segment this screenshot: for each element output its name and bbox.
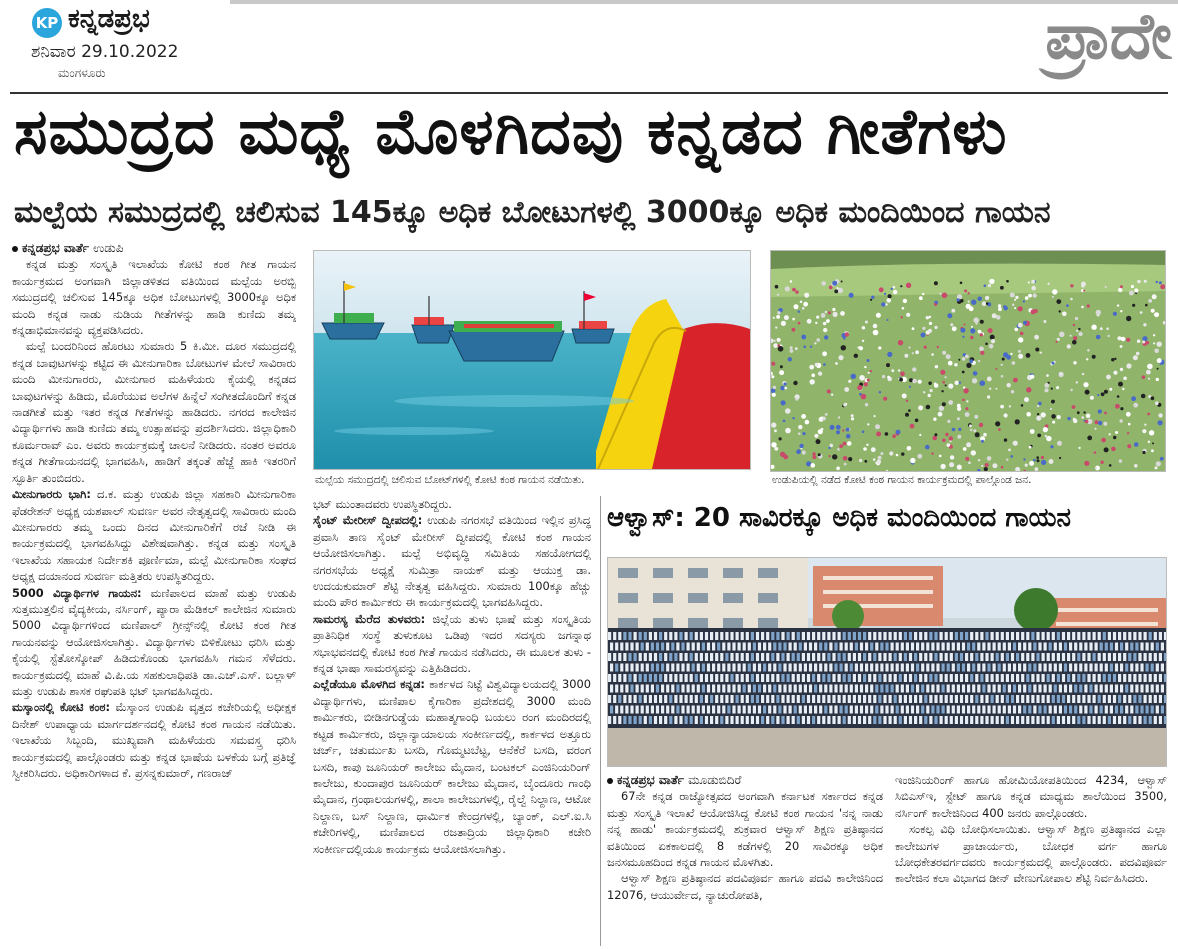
photo-field-caption: ಉಡುಪಿಯಲ್ಲಿ ನಡೆದ ಕೋಟಿ ಕಂಠ ಗಾಯನ ಕಾರ್ಯಕ್ರಮದಲ್ಲಿ ಪಾಲ್ಗೊಂಡ ಜನ. — [772, 474, 1032, 486]
column-divider — [600, 496, 601, 946]
paragraph: 67ನೇ ಕನ್ನಡ ರಾಜ್ಯೋತ್ಸವದ ಅಂಗವಾಗಿ ಕರ್ನಾಟಕ ಸರ್ಕಾರದ ಕನ್ನಡ ಮತ್ತು ಸಂಸ್ಕೃತಿ ಇಲಾಖೆ ಆಯೋಜಿಸಿದ್ದ ಕೋಟಿ ಕಂಠ ಗಾಯನ 'ನನ್ನ ನಾಡು ನನ್ನ ಹಾಡು' ಕಾರ್ಯಕ್ರಮದಲ್ಲಿ ಶುಕ್ರವಾರ ಆಳ್ವಾಸ್ ಶಿಕ್ಷಣ ಪ್ರತಿಷ್ಠಾನದ ವತಿಯಿಂದ ಏಕಕಾಲದಲ್ಲಿ 8 ಕಡೆಗಳಲ್ಲಿ 20 ಸಾವಿರಕ್ಕೂ ಅಧಿಕ ಜನಸಮೂಹದಿಂದ ಕನ್ನಡ ಗಾಯನ ಮೊಳಗಿತು. — [607, 789, 883, 870]
boats-image — [314, 251, 750, 469]
section-lead: 5000 ವಿದ್ಯಾರ್ಥಿಗಳ ಗಾಯನ: — [12, 585, 142, 600]
photo-boats — [313, 250, 751, 470]
main-headline: ಸಮುದ್ರದ ಮಧ್ಯೆ ಮೊಳಗಿದವು ಕನ್ನಡದ ಗೀತೆಗಳು — [14, 95, 1008, 168]
section-paragraph — [313, 512, 591, 610]
section-text: ಭಟ್ ಮುಂತಾದವರು ಉಪಸ್ಥಿತರಿದ್ದರು. — [313, 497, 452, 511]
section-text: ಕಾರ್ಕಳದ ನಿಟ್ಟೆ ವಿಶ್ವವಿದ್ಯಾಲಯದಲ್ಲಿ 3000 ವಿದ್ಯಾರ್ಥಿಗಳು, ಮಣಿಪಾಲ ಕೈಗಾರಿಕಾ ಪ್ರದೇಶದಲ್ಲಿ 3000 ಮಂದಿ ಕಾರ್ಮಿಕರು, ಬೀಡಿನಗುಡ್ಡೆಯ ಮಹಾತ್ಮಗಾಂಧಿ ಬಯಲು ರಂಗ ಮಂದಿರದಲ್ಲಿ ಕಟ್ಟಡ ಕಾರ್ಮಿಕರು, ಜಿಲ್ಲಾನ್ಯಾಯಾಲಯ ಸಂಕೀರ್ಣದಲ್ಲಿ, ಕಾರ್ಕಳದ ಅತ್ತೂರು ಚರ್ಚ್, ಚತುರ್ಮುಖ ಬಸದಿ, ಗೊಮ್ಮಟಬೆಟ್ಟ, ಆನೆಕೆರೆ ಬಸದಿ, ವರಂಗ ಬಸದಿ, ಕಾಪು ಜೂನಿಯರ್ ಕಾಲೇಜು ಮೈದಾನ, ಬಂಟಕಲ್ ಎಂಜಿನಿಯರಿಂಗ್ ಕಾಲೇಜು, ಕುಂದಾಪುರ ಜೂನಿಯರ್ ಕಾಲೇಜು ಮೈದಾನ, ಬೈಂದೂರು ಗಾಂಧಿ ಮೈದಾನ, ಗ್ರಂಥಾಲಯಗಳಲ್ಲಿ, ಶಾಲಾ ಕಾಲೇಜುಗಳಲ್ಲಿ, ರೈಲ್ವೆ ನಿಲ್ದಾಣ, ಆಟೋ ನಿಲ್ದಾಣ, ಬಸ್ ನಿಲ್ದಾಣ, ಧಾರ್ಮಿಕ ಕೇಂದ್ರಗಳಲ್ಲಿ, ಬ್ಯಾಂಕ್, ಎಲ್.ಐ.ಸಿ ಕಚೇರಿಗಳಲ್ಲಿ, ಮಣಿಪಾಲದ ರಜತಾದ್ರಿಯ ಜಿಲ್ಲಾಧಿಕಾರಿ ಕಚೇರಿ ಸಂಕೀರ್ಣದಲ್ಲಿಯೂ ಕಾರ್ಯಕ್ರಮ ಆಯೋಜಿಸಲಾಗಿತ್ತು. — [313, 677, 591, 856]
byline — [12, 240, 296, 256]
section-lead: ಸಾಮರಸ್ಯ ಮೆರೆದ ತುಳವರು: — [313, 611, 426, 626]
photo-boats-caption: ಮಲ್ಪೆಯ ಸಮುದ್ರದಲ್ಲಿ ಚಲಿಸುವ ಬೋಟ್‌ಗಳಲ್ಲಿ ಕೋಟಿ ಕಂಠ ಗಾಯನ ನಡೆಯಿತು. — [315, 474, 585, 486]
byline-place: ಮೂಡುಬಿದಿರೆ — [688, 773, 742, 787]
edition-date: ಶನಿವಾರ 29.10.2022 — [31, 42, 179, 62]
section-text: ದ.ಕ. ಮತ್ತು ಉಡುಪಿ ಜಿಲ್ಲಾ ಸಹಕಾರಿ ಮೀನುಗಾರಿಕಾ ಫೆಡರೇಶನ್ ಅಧ್ಯಕ್ಷ ಯಶಪಾಲ್ ಸುವರ್ಣ ಅವರ ನೇತೃತ್ವದಲ್ಲಿ ಸಾವಿರಾರು ಮಂದಿ ಮೀನುಗಾರರು ತಮ್ಮ ಒಂದು ದಿನದ ಮೀನುಗಾರಿಕೆಗೆ ರಜೆ ನೀಡಿ ಈ ಕಾರ್ಯಕ್ರಮದಲ್ಲಿ ಭಾಗವಹಿಸಿದ್ದು ವಿಶೇಷವಾಗಿತ್ತು. ಕನ್ನಡ ಮತ್ತು ಸಂಸ್ಕೃತಿ ಇಲಾಖೆಯ ಸಹಾಯಕ ನಿರ್ದೇಶಕಿ ಪೂರ್ಣಿಮಾ, ಮಲ್ಪೆ ಮೀನುಗಾರಿಕಾ ಸಂಘದ ಅಧ್ಯಕ್ಷ ದಯಾನಂದ ಸುವರ್ಣ ಮತ್ತಿತರು ಉಪಸ್ಥಿತರಿದ್ದರು. — [12, 487, 296, 584]
paragraph: ಮಲ್ಪೆ ಬಂದರಿನಿಂದ ಹೊರಟು ಸುಮಾರು 5 ಕಿ.ಮೀ. ದೂರ ಸಮುದ್ರದಲ್ಲಿ ಕನ್ನಡ ಬಾವುಟಗಳನ್ನು ಕಟ್ಟಿದ ಈ ಮೀನುಗಾರಿಕಾ ಬೋಟುಗಳ ಮೇಲೆ ಸಾವಿರಾರು ಮಂದಿ ಮೀನುಗಾರರು, ಮೀನುಗಾರ ಮಹಿಳೆಯರು ಕೈಯಲ್ಲಿ ಕನ್ನಡದ ಬಾವುಟಗಳನ್ನು ಹಿಡಿದು, ಮೊರೆಯುವ ಅಲೆಗಳ ಹಿನ್ನೆಲೆ ಸಂಗೀತದೊಂದಿಗೆ ಕನ್ನಡ ನಾಡಗೀತೆ ಮತ್ತು ಇತರ ಕನ್ನಡ ಗೀತೆಗಳನ್ನು ಹಾಡಿದರು. ನಗರದ ಕಾಲೇಜಿನ ವಿದ್ಯಾರ್ಥಿಗಳು ಹಾಡಿ ಕುಣಿದು ತಮ್ಮ ಉತ್ಸಾಹವನ್ನು ಪ್ರದರ್ಶಿಸಿದರು. ಜಿಲ್ಲಾಧಿಕಾರಿ ಕೂರ್ಮರಾವ್ ಎಂ. ಅವರು ಕಾರ್ಯಕ್ರಮಕ್ಕೆ ಚಾಲನೆ ನೀಡಿದರು. ನಂತರ ಅವರೂ ಕನ್ನಡ ಗೀತೆಗಾಯನದಲ್ಲಿ ಭಾಗವಹಿಸಿ, ಹಾಡಿಗೆ ತಕ್ಕಂತೆ ಹೆಜ್ಜೆ ಹಾಕಿ ಇತರರಿಗೆ ಸ್ಫೂರ್ತಿ ತುಂಬಿದರು. — [12, 339, 296, 485]
byline — [607, 772, 883, 788]
edition-city: ಮಂಗಳೂರು — [58, 66, 106, 80]
section-paragraph — [12, 585, 296, 700]
top-rule — [230, 0, 1178, 4]
section-lead: ಸೈಂಟ್ ಮೇರೀಸ್ ದ್ವೀಪದಲ್ಲಿ: — [313, 513, 423, 528]
byline-place: ಉಡುಪಿ — [93, 241, 124, 255]
sub-headline: ಮಲ್ಪೆಯ ಸಮುದ್ರದಲ್ಲಿ ಚಲಿಸುವ 145ಕ್ಕೂ ಅಧಿಕ ಬೋಟುಗಳಲ್ಲಿ 3000ಕ್ಕೂ ಅಧಿಕ ಮಂದಿಯಿಂದ ಗಾಯನ — [14, 195, 1051, 230]
photo-field-crowd — [770, 250, 1166, 472]
story2-column-b — [895, 772, 1167, 946]
paragraph: ಸಂಕಲ್ಪ ವಿಧಿ ಬೋಧಿಸಲಾಯಿತು. ಆಳ್ವಾಸ್ ಶಿಕ್ಷಣ ಪ್ರತಿಷ್ಠಾನದ ಎಲ್ಲಾ ಕಾಲೇಜುಗಳ ಪ್ರಾಚಾರ್ಯರು, ಬೋಧಕ ವರ್ಗ ಹಾಗೂ ಬೋಧಕೇತರವರ್ಗದವರು ಕಾರ್ಯಕ್ರಮದಲ್ಲಿ ಪಾಲ್ಗೊಂಡರು. ಪದವಿಪೂರ್ವ ಕಾಲೇಜಿನ ಕಲಾ ವಿಭಾಗದ ಡೀನ್ ವೇಣುಗೋಪಾಲ ಶೆಟ್ಟಿ ನಿರ್ವಹಿಸಿದರು. — [895, 822, 1167, 886]
field-crowd-image — [771, 251, 1165, 471]
bullet-icon — [12, 246, 18, 252]
section-paragraph — [313, 496, 591, 512]
section-paragraph — [313, 611, 591, 677]
section-text: ಜಿಲ್ಲೆಯ ತುಳು ಭಾಷೆ ಮತ್ತು ಸಂಸ್ಕೃತಿಯ ಪ್ರಾತಿನಿಧಿಕ ಸಂಸ್ಥೆ ತುಳುಕೂಟ ಒಡಿಪು ಇದರ ಸದಸ್ಯರು ಜಗನ್ನಾಥ ಸಭಾಭವನದಲ್ಲಿ ಕೋಟಿ ಕಂಠ ಗೀತೆ ಗಾಯನ ನಡೆಸಿದರು, ಈ ಮೂಲಕ ತುಳು - ಕನ್ನಡ ಭಾಷಾ ಸಾಮರಸ್ಯವನ್ನು ಎತ್ತಿಹಿಡಿದರು. — [313, 611, 591, 676]
section-text: ಉಡುಪಿ ನಗರಸಭೆ ವತಿಯಿಂದ ಇಲ್ಲಿನ ಪ್ರಸಿದ್ಧ ಪ್ರವಾಸಿ ತಾಣ ಸೈಂಟ್ ಮೇರೀಸ್ ದ್ವೀಪದಲ್ಲಿ ಕೋಟಿ ಕಂಠ ಗಾಯನ ಆಯೋಜಿಸಲಾಗಿತ್ತು. ಮಲ್ಪೆ ಅಭಿವೃದ್ಧಿ ಸಮಿತಿಯ ಸಹಯೋಗದಲ್ಲಿ ನಗರಸಭೆಯ ಅಧ್ಯಕ್ಷೆ ಸುಮಿತ್ರಾ ನಾಯಕ್ ಮತ್ತು ಆಯುಕ್ತ ಡಾ. ಉದಯಕುಮಾರ್ ಶೆಟ್ಟಿ ನೇತೃತ್ವ ವಹಿಸಿದ್ದರು. ಸುಮಾರು 100ಕ್ಕೂ ಹೆಚ್ಚು ಮಂದಿ ಪೌರ ಕಾರ್ಮಿಕರು ಈ ಕಾರ್ಯಕ್ರಮದಲ್ಲಿ ಭಾಗವಹಿಸಿದ್ದರು. — [313, 513, 591, 610]
section-text: ಮಣಿಪಾಲದ ಮಾಹೆ ಮತ್ತು ಉಡುಪಿ ಸುತ್ತಮುತ್ತಲಿನ ವೈದ್ಯಕೀಯ, ನರ್ಸಿಂಗ್, ಪ್ಯಾರಾ ಮೆಡಿಕಲ್ ಕಾಲೇಜಿನ ಸುಮಾರು 5000 ವಿದ್ಯಾರ್ಥಿಗಳಿಂದ ಮಣಿಪಾಲ್ ಗ್ರೀನ್ಸ್‌ನಲ್ಲಿ ಕೋಟಿ ಕಂಠ ಗೀತ ಗಾಯನವನ್ನು ಆಯೋಜಿಸಲಾಗಿತ್ತು. ವಿದ್ಯಾರ್ಥಿಗಳು ಬಿಳಿಕೋಟು ಧರಿಸಿ ಮತ್ತು ಕೈಯಲ್ಲಿ ಸ್ಟೆತೋಸ್ಕೋಪ್ ಹಿಡಿದುಕೊಂಡು ಭಾಗವಹಿಸಿ ಗಮನ ಸೆಳೆದರು. ಕಾರ್ಯಕ್ರಮದಲ್ಲಿ ಮಾಹೆ ವಿ.ಪಿ.ಯ ಸಹಕುಲಾಧಿಪತಿ ಡಾ.ಎಚ್.ಎಸ್. ಬಲ್ಲಾಳ್ ಮತ್ತು ಉಡುಪಿ ಶಾಸಕ ರಘುಪತಿ ಭಟ್ ಭಾಗವಹಿಸಿದ್ದರು. — [12, 585, 296, 698]
paper-logo-icon: KP — [32, 8, 62, 38]
section-lead: ಎಲ್ಲೆಡೆಯೂ ಮೊಳಗಿದ ಕನ್ನಡ: — [313, 677, 425, 692]
masthead-divider — [10, 92, 1168, 94]
photo-campus-crowd — [607, 557, 1167, 767]
paragraph: ಆಳ್ವಾಸ್ ಶಿಕ್ಷಣ ಪ್ರತಿಷ್ಠಾನದ ಪದವಿಪೂರ್ವ ಹಾಗೂ ಪದವಿ ಕಾಲೇಜಿನಿಂದ 12076, ಆಯುರ್ವೇದ, ನ್ಯಾಚುರೋಪತಿ, — [607, 871, 883, 902]
byline-source: ಕನ್ನಡಪ್ರಭ ವಾರ್ತೆ — [617, 773, 684, 787]
story2-column-a — [607, 772, 883, 946]
paragraph: ಕನ್ನಡ ಮತ್ತು ಸಂಸ್ಕೃತಿ ಇಲಾಖೆಯ ಕೋಟಿ ಕಂಠ ಗೀತ ಗಾಯನ ಕಾರ್ಯಕ್ರಮದ ಅಂಗವಾಗಿ ಜಿಲ್ಲಾಡಳಿತದ ವತಿಯಿಂದ ಮಲ್ಪೆಯ ಅರಬ್ಬಿ ಸಮುದ್ರದಲ್ಲಿ ಚಲಿಸುವ 145ಕ್ಕೂ ಅಧಿಕ ಬೋಟುಗಳಲ್ಲಿ 3000ಕ್ಕೂ ಅಧಿಕ ಮಂದಿ ಕನ್ನಡ ನಾಡು ನುಡಿಯ ಗೀತೆಗಳನ್ನು ಹಾಡಿ ಕುಣಿದು ತಮ್ಮ ಕನ್ನಡಾಭಿಮಾನವನ್ನು ವ್ಯಕ್ತಪಡಿಸಿದರು. — [12, 257, 296, 338]
bullet-icon — [607, 778, 613, 784]
second-headline: ಆಳ್ವಾಸ್: 20 ಸಾವಿರಕ್ಕೂ ಅಧಿಕ ಮಂದಿಯಿಂದ ಗಾಯನ — [607, 503, 1071, 533]
section-paragraph — [12, 486, 296, 584]
paragraph: ಇಂಜಿನಿಯರಿಂಗ್ ಹಾಗೂ ಹೋಮಿಯೋಪತಿಯಿಂದ 4234, ಆಳ್ವಾಸ್ ಸಿಬಿಎಸ್‌ಇ, ಸ್ಟೇಟ್ ಹಾಗೂ ಕನ್ನಡ ಮಾಧ್ಯಮ ಶಾಲೆಯಿಂದ 3500, ನರ್ಸಿಂಗ್ ಕಾಲೇಜಿನಿಂದ 400 ಜನರು ಪಾಲ್ಗೊಂಡರು. — [895, 773, 1167, 820]
section-tag: ಪ್ರಾದೇ — [1045, 0, 1170, 74]
byline-source: ಕನ್ನಡಪ್ರಭ ವಾರ್ತೆ — [22, 241, 89, 255]
section-paragraph — [313, 676, 591, 856]
story-column-2 — [313, 496, 591, 946]
campus-crowd-image — [608, 558, 1166, 766]
section-lead: ಮೀನುಗಾರರು ಭಾಗಿ: — [12, 487, 91, 502]
paper-name: ಕನ್ನಡಪ್ರಭ — [68, 4, 150, 34]
section-paragraph — [12, 699, 296, 781]
story-column-1 — [12, 240, 296, 946]
section-lead: ಮಸ್ಕಾಂನಲ್ಲಿ ಕೋಟಿ ಕಂಠ: — [12, 700, 110, 715]
section-text: ಮೆಸ್ಕಾಂನ ಉಡುಪಿ ವೃತ್ತದ ಕಚೇರಿಯಲ್ಲಿ ಅಧೀಕ್ಷಕ ದಿನೇಶ್ ಉಪಾಧ್ಯಾಯ ಮಾರ್ಗದರ್ಶನದಲ್ಲಿ ಕೋಟಿ ಕಂಠ ಗಾಯನ ನಡೆಯಿತು. ಇಲಾಖೆಯ ಸಿಬ್ಬಂದಿ, ಮುಖ್ಯವಾಗಿ ಮಹಿಳೆಯರು ಸಮವಸ್ತ್ರ ಧರಿಸಿ ಕಾರ್ಯಕ್ರಮದಲ್ಲಿ ಪಾಲ್ಗೊಂಡರು ಮತ್ತು ಕನ್ನಡ ಭಾಷೆಯ ಬಳಕೆಯ ಬಗ್ಗೆ ಪ್ರತಿಜ್ಞೆ ಸ್ವೀಕರಿಸಿದರು. ಅಧಿಕಾರಿಗಳಾದ ಕೆ. ಪ್ರಸನ್ನಕುಮಾರ್, ಗಣರಾಜ್ — [12, 700, 296, 780]
